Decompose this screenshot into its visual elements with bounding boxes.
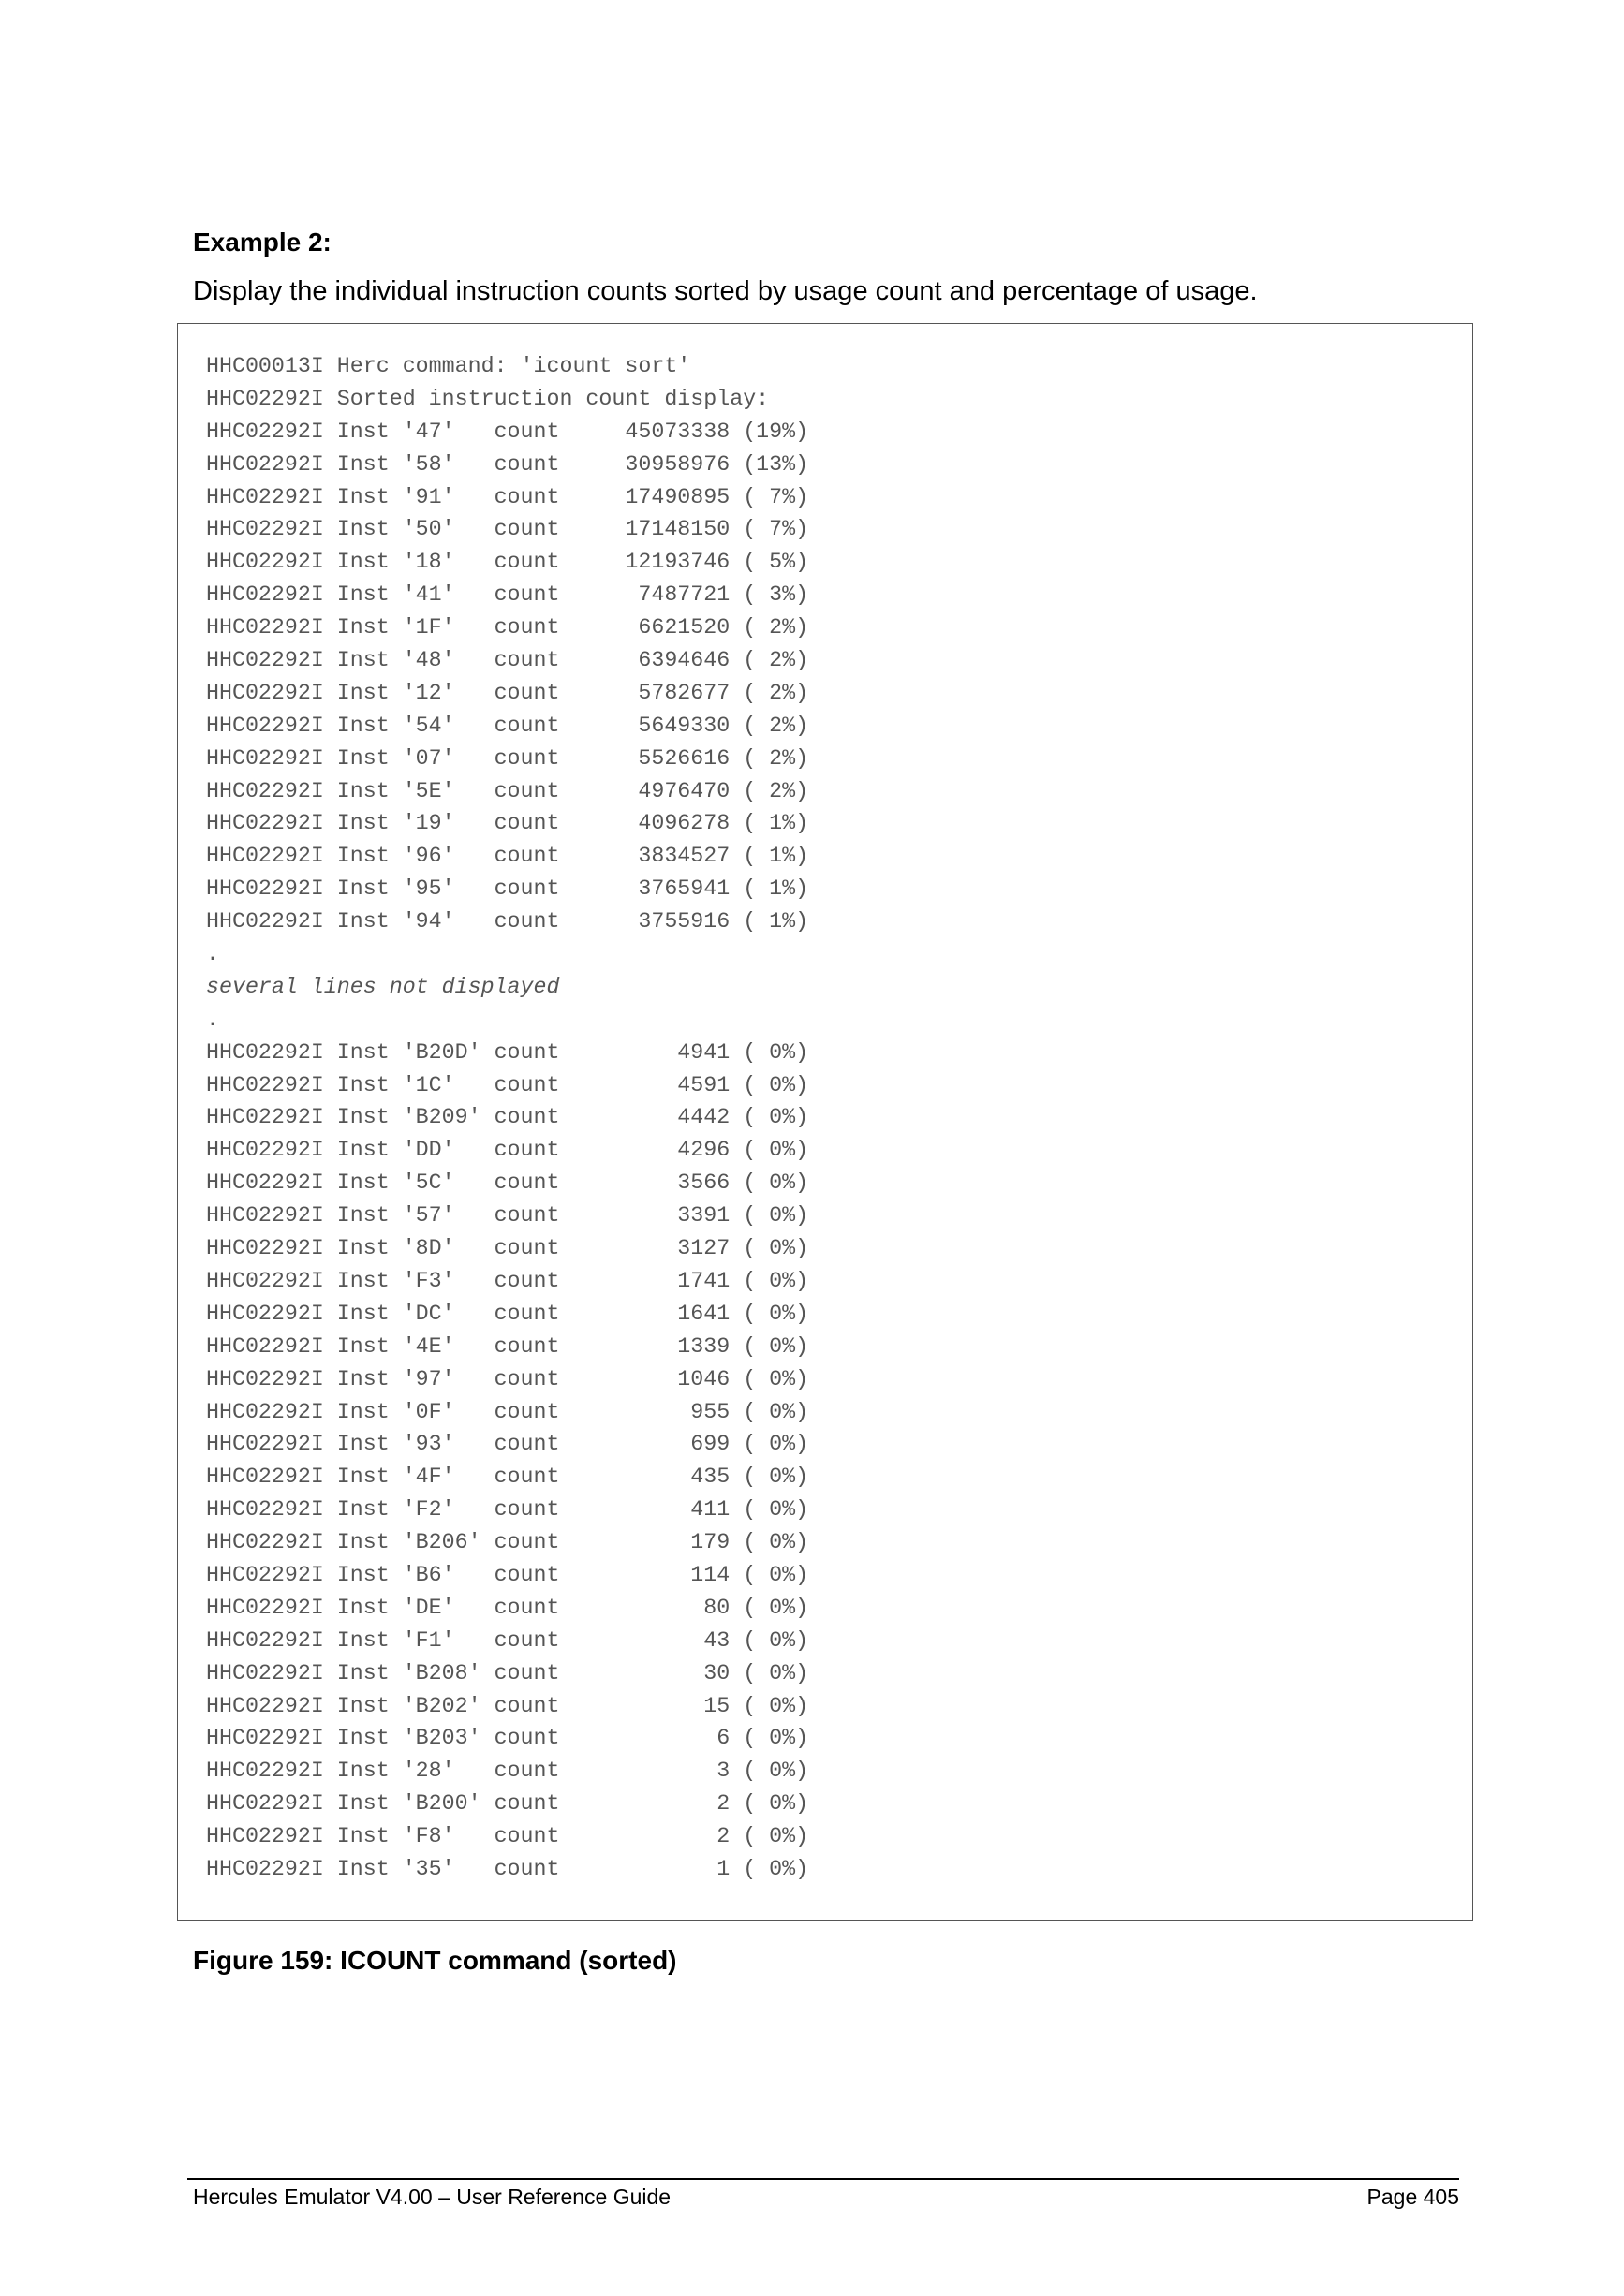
console-output-listing — [206, 350, 808, 1886]
listing-line: HHC02292I Inst '41' count 7487721 ( 3%) — [206, 582, 809, 608]
example-description: Display the individual instruction counts sorted by usage count and percentage of usage. — [193, 276, 1258, 306]
listing-line: HHC02292I Inst '54' count 5649330 ( 2%) — [206, 713, 809, 738]
listing-line: HHC02292I Inst 'F8' count 2 ( 0%) — [206, 1824, 809, 1849]
listing-line: . — [206, 1007, 219, 1032]
listing-line: HHC02292I Inst '4F' count 435 ( 0%) — [206, 1464, 809, 1490]
listing-line: HHC02292I Inst '0F' count 955 ( 0%) — [206, 1399, 809, 1424]
listing-line: HHC02292I Inst '93' count 699 ( 0%) — [206, 1432, 809, 1457]
listing-note-line: several lines not displayed — [206, 974, 560, 999]
footer-divider — [187, 2178, 1459, 2180]
listing-line: HHC02292I Inst '1C' count 4591 ( 0%) — [206, 1072, 809, 1097]
listing-line: HHC02292I Inst 'F1' count 43 ( 0%) — [206, 1627, 809, 1653]
listing-line: HHC02292I Inst '19' count 4096278 ( 1%) — [206, 811, 809, 836]
listing-line: HHC02292I Inst '12' count 5782677 ( 2%) — [206, 680, 809, 705]
listing-line: HHC02292I Inst 'B209' count 4442 ( 0%) — [206, 1105, 809, 1130]
figure-caption: Figure 159: ICOUNT command (sorted) — [193, 1946, 677, 1975]
listing-line: HHC02292I Inst '58' count 30958976 (13%) — [206, 451, 809, 477]
listing-line: HHC02292I Inst '47' count 45073338 (19%) — [206, 419, 809, 444]
listing-line: HHC02292I Inst '4E' count 1339 ( 0%) — [206, 1333, 809, 1359]
listing-line: HHC02292I Inst '95' count 3765941 ( 1%) — [206, 876, 809, 902]
listing-line: HHC02292I Inst '50' count 17148150 ( 7%) — [206, 517, 809, 542]
listing-line: HHC02292I Inst '1F' count 6621520 ( 2%) — [206, 615, 809, 640]
listing-line: HHC02292I Inst 'F3' count 1741 ( 0%) — [206, 1268, 809, 1293]
listing-line: HHC02292I Inst '57' count 3391 ( 0%) — [206, 1203, 809, 1229]
listing-line: HHC02292I Inst 'B200' count 2 ( 0%) — [206, 1791, 809, 1817]
console-output-box — [177, 323, 1473, 1921]
listing-line: HHC02292I Inst 'B206' count 179 ( 0%) — [206, 1530, 809, 1555]
listing-line: HHC02292I Inst '48' count 6394646 ( 2%) — [206, 648, 809, 673]
listing-line: HHC02292I Inst '91' count 17490895 ( 7%) — [206, 484, 809, 509]
listing-line: HHC02292I Inst 'F2' count 411 ( 0%) — [206, 1497, 809, 1523]
listing-line: HHC00013I Herc command: 'icount sort' — [206, 354, 691, 378]
listing-line: HHC02292I Inst '35' count 1 ( 0%) — [206, 1856, 809, 1881]
listing-line: HHC02292I Inst 'B6' count 114 ( 0%) — [206, 1562, 809, 1587]
listing-line: HHC02292I Inst 'B202' count 15 ( 0%) — [206, 1693, 809, 1718]
listing-line: HHC02292I Inst 'DC' count 1641 ( 0%) — [206, 1301, 809, 1326]
listing-line: HHC02292I Inst '18' count 12193746 ( 5%) — [206, 550, 809, 575]
footer-page-number: Page 405 — [1366, 2185, 1459, 2209]
listing-line: HHC02292I Inst '28' count 3 ( 0%) — [206, 1759, 809, 1784]
listing-line: HHC02292I Inst 'B20D' count 4941 ( 0%) — [206, 1039, 809, 1065]
listing-line: HHC02292I Inst '5C' count 3566 ( 0%) — [206, 1170, 809, 1196]
listing-line: HHC02292I Inst '94' count 3755916 ( 1%) — [206, 909, 809, 935]
listing-line: HHC02292I Inst 'DE' count 80 ( 0%) — [206, 1595, 809, 1620]
example-heading: Example 2: — [193, 228, 332, 257]
listing-line: HHC02292I Inst '5E' count 4976470 ( 2%) — [206, 778, 809, 803]
listing-line: HHC02292I Inst 'B203' count 6 ( 0%) — [206, 1726, 809, 1751]
listing-line: HHC02292I Inst '97' count 1046 ( 0%) — [206, 1366, 809, 1391]
listing-line: HHC02292I Inst '96' count 3834527 ( 1%) — [206, 844, 809, 869]
listing-line: . — [206, 942, 219, 967]
listing-line: HHC02292I Inst 'DD' count 4296 ( 0%) — [206, 1138, 809, 1163]
listing-line: HHC02292I Inst 'B208' count 30 ( 0%) — [206, 1660, 809, 1685]
listing-line: HHC02292I Inst '07' count 5526616 ( 2%) — [206, 745, 809, 771]
listing-line: HHC02292I Sorted instruction count display: — [206, 386, 770, 411]
listing-line: HHC02292I Inst '8D' count 3127 ( 0%) — [206, 1236, 809, 1261]
footer-document-title: Hercules Emulator V4.00 – User Reference Guide — [193, 2185, 672, 2209]
